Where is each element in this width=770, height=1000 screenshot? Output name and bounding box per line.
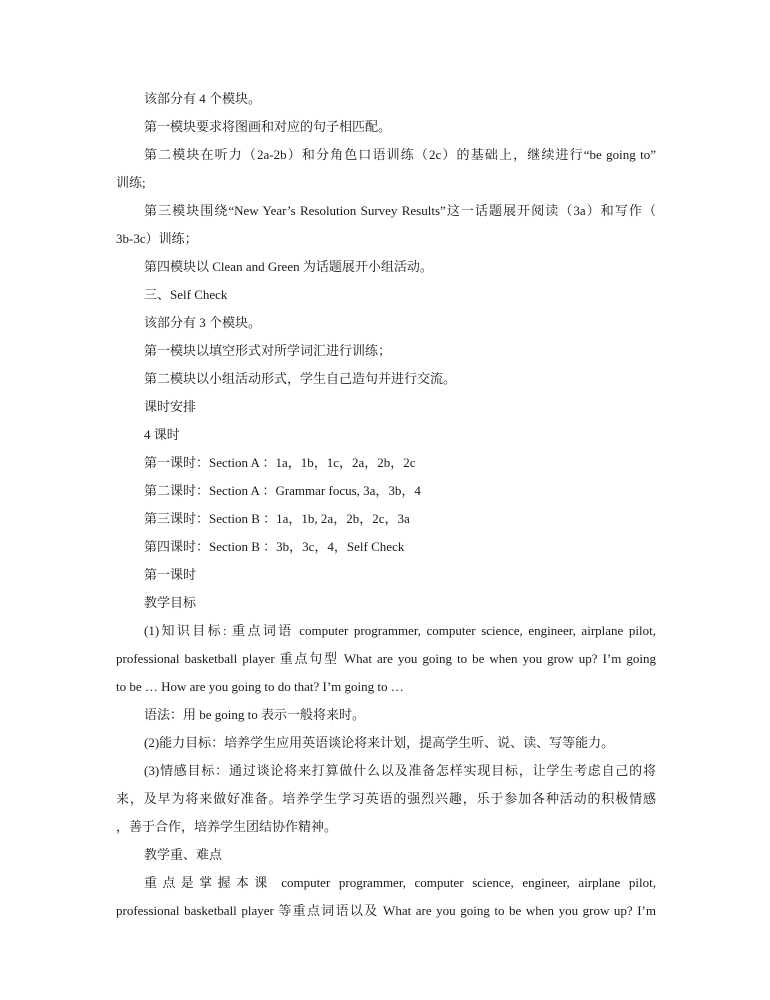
text-line: 第四模块以 Clean and Green 为话题展开小组活动。 bbox=[144, 259, 433, 274]
section-heading: 教学目标 bbox=[144, 595, 197, 610]
schedule-item: 第三课时：Section B ：1a，1b, 2a，2b，2c，3a bbox=[144, 511, 410, 526]
text-line: 3b-3c）训练； bbox=[116, 231, 198, 246]
text-line: professional basketball player 重点句型 What are you going to be when you grow up? I’m going bbox=[116, 651, 656, 666]
text-line: 该部分有 3 个模块。 bbox=[144, 315, 262, 330]
schedule-item: 第一课时：Section A ：1a，1b，1c，2a，2b，2c bbox=[144, 455, 416, 470]
text-line: 重点是掌握本课 computer programmer, computer science, engineer, airplane pilot, bbox=[144, 875, 656, 890]
section-heading: 课时安排 bbox=[144, 399, 197, 414]
text-line: 第一模块以填空形式对所学词汇进行训练； bbox=[144, 343, 392, 358]
text-line: 语法：用 be going to 表示一般将来时。 bbox=[144, 707, 365, 722]
schedule-item: 第四课时：Section B ：3b，3c，4，Self Check bbox=[144, 539, 405, 554]
text-line: 来，及早为将来做好准备。培养学生学习英语的强烈兴趣，乐于参加各种活动的积极情感 bbox=[116, 791, 656, 806]
section-heading: 教学重、难点 bbox=[144, 847, 223, 862]
section-heading: 三、Self Check bbox=[144, 287, 228, 302]
schedule-item: 第二课时：Section A ：Grammar focus, 3a，3b，4 bbox=[144, 483, 421, 498]
text-line: professional basketball player 等重点词语以及 What are you going to be when you grow up? I’m bbox=[116, 903, 656, 918]
text-line: ，善于合作，培养学生团结协作精神。 bbox=[116, 819, 338, 834]
text-line: (3)情感目标：通过谈论将来打算做什么以及准备怎样实现目标，让学生考虑自己的将 bbox=[144, 763, 656, 778]
text-line: 第三模块围绕“New Year’s Resolution Survey Results”这一话题展开阅读（3a）和写作（ bbox=[144, 203, 656, 218]
text-line: 4 课时 bbox=[144, 427, 180, 442]
text-line: 第二模块以小组活动形式，学生自己造句并进行交流。 bbox=[144, 371, 457, 386]
text-line: to be … How are you going to do that? I’m going to … bbox=[116, 679, 404, 694]
text-line: 第二模块在听力（2a-2b）和分角色口语训练（2c）的基础上，继续进行“be going to” bbox=[144, 147, 656, 162]
text-line: 训练; bbox=[116, 175, 146, 190]
text-line: (1)知识目标: 重点词语 computer programmer, computer science, engineer, airplane pilot, bbox=[144, 623, 656, 638]
section-heading: 第一课时 bbox=[144, 567, 197, 582]
text-line: 第一模块要求将图画和对应的句子相匹配。 bbox=[144, 119, 392, 134]
text-line: (2)能力目标：培养学生应用英语谈论将来计划，提高学生听、说、读、写等能力。 bbox=[144, 735, 615, 750]
text-line: 该部分有 4 个模块。 bbox=[144, 91, 262, 106]
